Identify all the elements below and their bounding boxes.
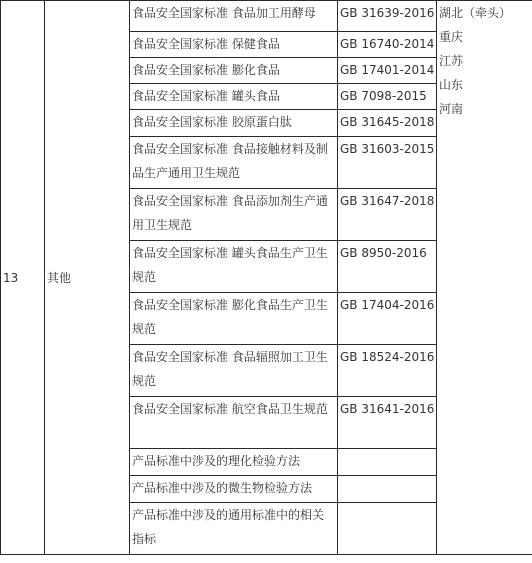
standard-name: 产品标准中涉及的理化检验方法 bbox=[130, 449, 338, 476]
standard-name: 食品安全国家标准 食品辐照加工卫生规范 bbox=[130, 345, 338, 397]
standard-name: 食品安全国家标准 航空食品卫生规范 bbox=[130, 397, 338, 449]
standard-code: GB 17404-2016 bbox=[338, 293, 437, 345]
standard-code bbox=[338, 476, 437, 503]
standard-code: GB 7098-2015 bbox=[338, 84, 437, 110]
table-row bbox=[1, 1, 532, 32]
standard-name: 食品安全国家标准 膨化食品 bbox=[130, 58, 338, 84]
standard-code bbox=[338, 449, 437, 476]
standard-name: 食品安全国家标准 罐头食品 bbox=[130, 84, 338, 110]
standard-name: 食品安全国家标准 胶原蛋白肽 bbox=[130, 110, 338, 137]
standard-code: GB 17401-2014 bbox=[338, 58, 437, 84]
standard-code: GB 8950-2016 bbox=[338, 241, 437, 293]
row-number: 13 bbox=[1, 1, 45, 555]
region-label: 重庆 bbox=[439, 30, 464, 44]
standard-name: 产品标准中涉及的通用标准中的相关指标 bbox=[130, 503, 338, 555]
category-cell: 其他 bbox=[45, 1, 130, 555]
standard-name: 产品标准中涉及的微生物检验方法 bbox=[130, 476, 338, 503]
standard-code bbox=[338, 503, 437, 555]
standard-code: GB 31603-2015 bbox=[338, 137, 437, 189]
regions-cell bbox=[437, 1, 532, 555]
standard-code: GB 18524-2016 bbox=[338, 345, 437, 397]
standard-name: 食品安全国家标准 食品加工用酵母 bbox=[130, 1, 338, 32]
region-label: 江苏 bbox=[439, 54, 464, 68]
standard-name: 食品安全国家标准 膨化食品生产卫生规范 bbox=[130, 293, 338, 345]
region-label: 湖北（牵头） bbox=[439, 6, 512, 20]
standard-name: 食品安全国家标准 罐头食品生产卫生规范 bbox=[130, 241, 338, 293]
standard-code: GB 31645-2018 bbox=[338, 110, 437, 137]
standard-name: 食品安全国家标准 食品接触材料及制品生产通用卫生规范 bbox=[130, 137, 338, 189]
standard-name: 食品安全国家标准 食品添加剂生产通用卫生规范 bbox=[130, 189, 338, 241]
standard-code: GB 31641-2016 bbox=[338, 397, 437, 449]
standard-name: 食品安全国家标准 保健食品 bbox=[130, 32, 338, 58]
region-label: 河南 bbox=[439, 102, 464, 116]
standard-code: GB 31639-2016 bbox=[338, 1, 437, 32]
standard-code: GB 16740-2014 bbox=[338, 32, 437, 58]
standard-code: GB 31647-2018 bbox=[338, 189, 437, 241]
region-label: 山东 bbox=[439, 78, 464, 92]
